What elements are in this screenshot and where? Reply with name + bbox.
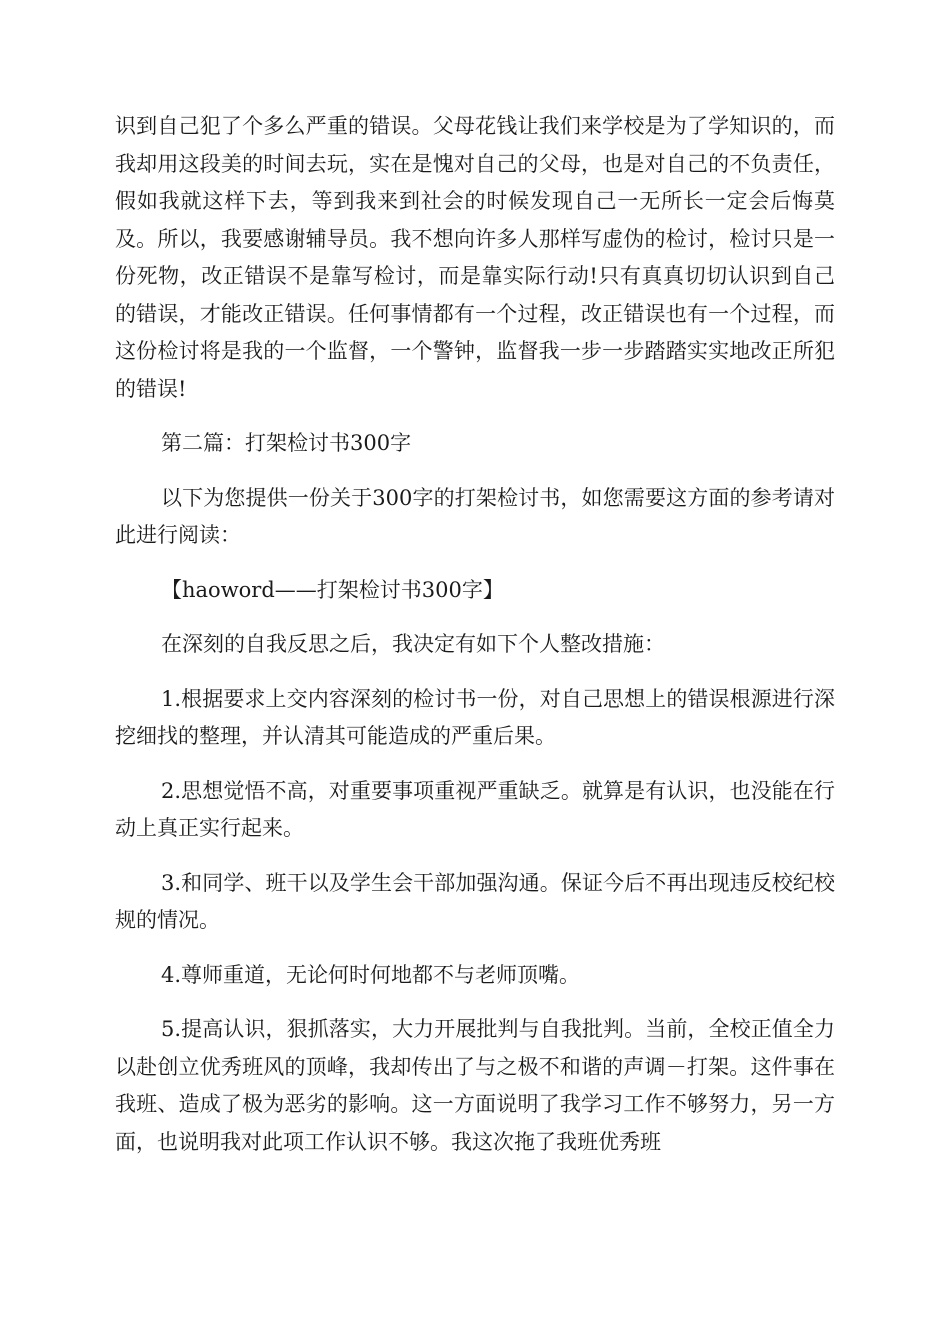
list-item-4: 4.尊师重道，无论何时何地都不与老师顶嘴。 <box>161 962 581 987</box>
paragraph-intro: 以下为您提供一份关于300字的打架检讨书，如您需要这方面的参考请对此进行阅读： <box>115 485 835 547</box>
list-item-5: 5.提高认识，狠抓落实，大力开展批判与自我批判。当前，全校正值全力以赴创立优秀班风的顶峰，我却传出了与之极不和谐的声调－打架。这件事在我班、造成了极为恶劣的影响。这一方面说明了我学习工作不够努力，另一方面，也说明我对此项工作认识不够。我这次拖了我班优秀班 <box>115 1017 835 1154</box>
document-body <box>115 108 835 1178</box>
list-item-2: 2.思想觉悟不高，对重要事项重视严重缺乏。就算是有认识，也没能在行动上真正实行起来。 <box>115 778 835 840</box>
section-heading: 第二篇：打架检讨书300字 <box>161 431 412 455</box>
paragraph-title: 【haoword——打架检讨书300字】 <box>161 577 504 602</box>
paragraph-measures-lead: 在深刻的自我反思之后，我决定有如下个人整改措施： <box>161 632 665 656</box>
list-item-1: 1.根据要求上交内容深刻的检讨书一份，对自己思想上的错误根源进行深挖细找的整理，并认清其可能造成的严重后果。 <box>115 686 835 748</box>
paragraph-continued: 识到自己犯了个多么严重的错误。父母花钱让我们来学校是为了学知识的，而我却用这段美的时间去玩，实在是愧对自己的父母，也是对自己的不负责任，假如我就这样下去，等到我来到社会的时候发现自己一无所长一定会后悔莫及。所以，我要感谢辅导员。我不想向许多人那样写虚伪的检讨，检讨只是一份死物，改正错误不是靠写检讨，而是靠实际行动!只有真真切切认识到自己的错误，才能改正错误。任何事情都有一个过程，改正错误也有一个过程，而这份检讨将是我的一个监督，一个警钟，监督我一步一步踏踏实实地改正所犯的错误! <box>115 114 835 401</box>
list-item-3: 3.和同学、班干以及学生会干部加强沟通。保证今后不再出现违反校纪校规的情况。 <box>115 870 835 932</box>
